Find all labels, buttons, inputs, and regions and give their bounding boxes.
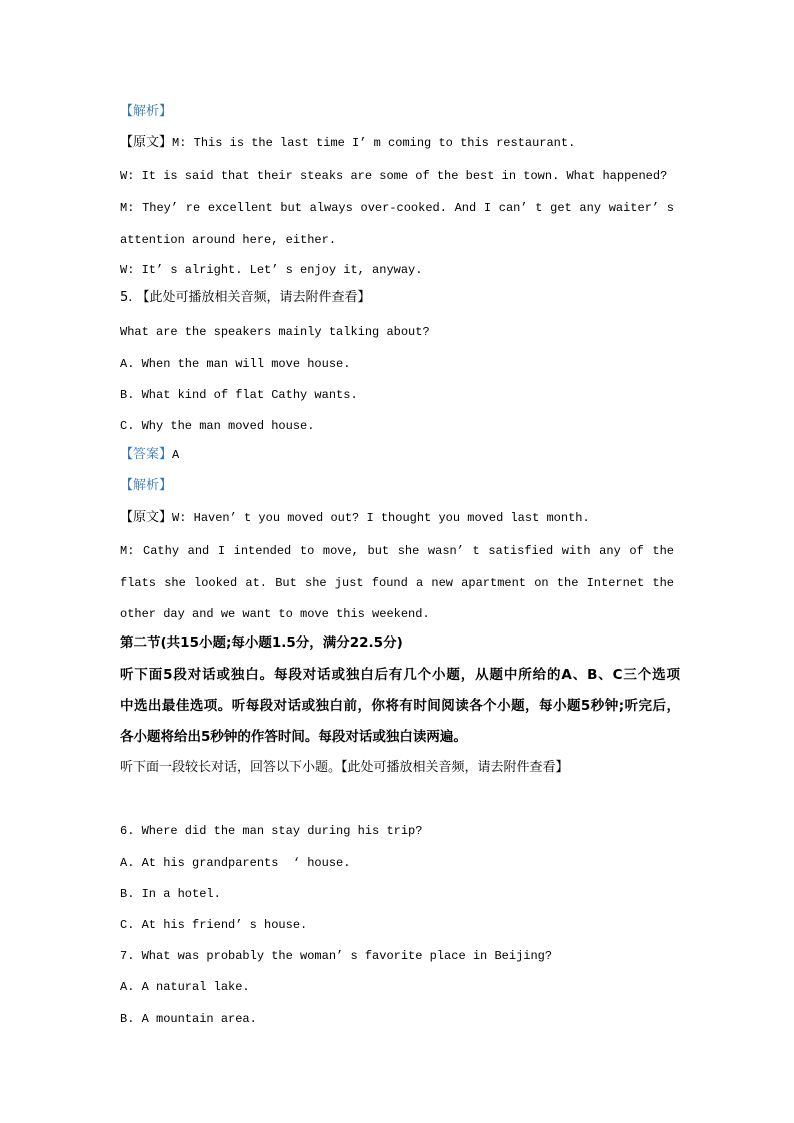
section-heading: 第二节(共15小题;每小题1.5分，满分22.5分): [120, 635, 403, 651]
question-7-text: 7. What was probably the woman’ s favorite place in Beijing?: [120, 949, 553, 963]
instructions-line: 各小题将给出5秒钟的作答时间。每段对话或独白读两遍。: [120, 729, 467, 745]
transcript-label: 【原文】: [120, 135, 173, 150]
transcript-line: attention around here, either.: [120, 233, 337, 247]
transcript-line: [120, 510, 590, 526]
transcript-line: M: Cathy and I intended to move, but she wasn’ t satisfied with any of the: [120, 544, 674, 558]
instructions-line: 中选出最佳选项。听每段对话或独白前，你将有时间阅读各个小题，每小题5秒钟;听完后，: [120, 698, 680, 714]
transcript-label: 【原文】: [120, 510, 173, 525]
transcript-line: [120, 135, 575, 151]
answer-line: [120, 447, 179, 463]
answer-label: 【答案】: [120, 447, 173, 462]
audio-instruction: 听下面一段较长对话，回答以下小题。【此处可播放相关音频，请去附件查看】: [120, 760, 569, 775]
transcript-text: W: Haven’ t you moved out? I thought you moved last month.: [172, 511, 590, 525]
option-b: B. What kind of flat Cathy wants.: [120, 388, 358, 402]
question-5-text: What are the speakers mainly talking about?: [120, 325, 430, 339]
analysis-heading: 【解析】: [120, 478, 173, 493]
transcript-line: W: It’ s alright. Let’ s enjoy it, anyway.: [120, 263, 423, 277]
option-b: B. A mountain area.: [120, 1012, 257, 1026]
question-5-audio: 5. 【此处可播放相关音频，请去附件查看】: [120, 290, 371, 305]
transcript-line: other day and we want to move this weekend.: [120, 607, 430, 621]
transcript-text: M: This is the last time I’ m coming to this restaurant.: [172, 136, 576, 150]
option-c: C. At his friend’ s house.: [120, 918, 308, 932]
transcript-line: flats she looked at. But she just found a new apartment on the Internet the: [120, 576, 674, 590]
option-a: A. At his grandparents ‘ house.: [120, 856, 351, 870]
option-b: B. In a hotel.: [120, 887, 221, 901]
option-c: C. Why the man moved house.: [120, 419, 315, 433]
answer-value: A: [172, 448, 180, 462]
option-a: A. When the man will move house.: [120, 357, 351, 371]
question-6-text: 6. Where did the man stay during his trip?: [120, 824, 423, 838]
transcript-line: M: They’ re excellent but always over-cooked. And I can’ t get any waiter’ s: [120, 201, 674, 215]
transcript-line: W: It is said that their steaks are some of the best in town. What happened?: [120, 169, 668, 183]
option-a: A. A natural lake.: [120, 980, 250, 994]
analysis-heading: 【解析】: [120, 104, 173, 119]
instructions-line: 听下面5段对话或独白。每段对话或独白后有几个小题，从题中所给的A、B、C三个选项: [120, 667, 680, 683]
